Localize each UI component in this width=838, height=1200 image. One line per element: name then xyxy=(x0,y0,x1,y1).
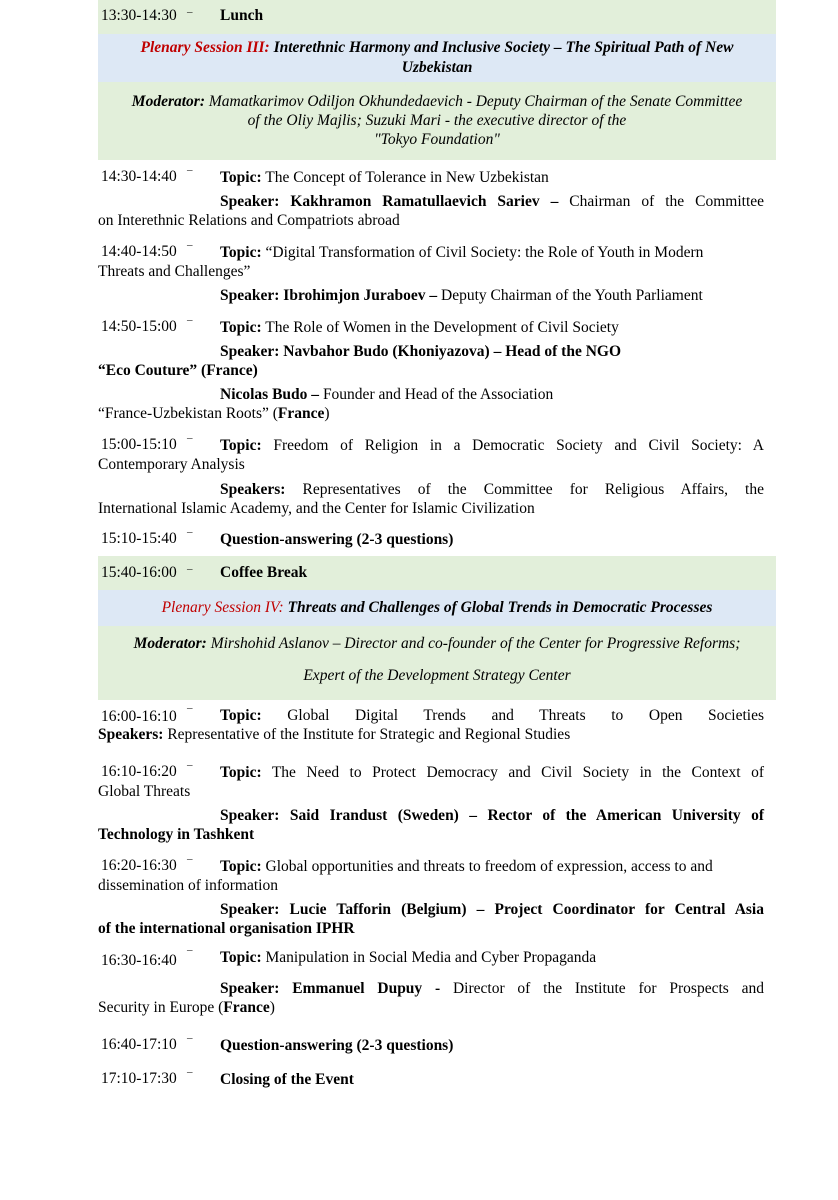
lunch-dash: – xyxy=(187,6,193,18)
item-dash: – xyxy=(187,239,193,251)
item-dash: – xyxy=(187,702,193,714)
item-dash: – xyxy=(187,526,193,538)
qa-label: Question-answering (2-3 questions) xyxy=(220,531,454,548)
session4-moderator-label: Moderator: xyxy=(133,635,207,652)
lunch-label: Lunch xyxy=(220,7,264,24)
item-time: 16:10-16:20 xyxy=(101,763,177,780)
speaker2-org: “France-Uzbekistan Roots” ( xyxy=(98,405,278,422)
topic-label: Topic: xyxy=(220,319,262,336)
session3-label: Plenary Session III: xyxy=(140,39,270,56)
speaker-line2: Technology in Tashkent xyxy=(98,826,255,843)
lunch-time: 13:30-14:30 xyxy=(101,7,177,24)
topic-label: Topic: xyxy=(220,858,262,875)
coffee-label: Coffee Break xyxy=(220,564,308,581)
speaker-name: Speaker: Kakhramon Ramatullaevich Sariev – xyxy=(220,193,559,210)
item-time: 16:30-16:40 xyxy=(101,952,177,969)
speaker-role-cont: on Interethnic Relations and Compatriots abroad xyxy=(98,212,400,229)
speakers-text: Representative of the Institute for Strategic and Regional Studies xyxy=(167,726,571,743)
topic-text-cont: dissemination of information xyxy=(98,877,278,894)
topic-text-cont: Global Threats xyxy=(98,783,191,800)
speaker-line1: Speaker: Navbahor Budo (Khoniyazova) – Head of the NGO xyxy=(220,343,622,360)
item-time: 14:40-14:50 xyxy=(101,243,177,260)
topic-label: Topic: xyxy=(220,437,262,454)
session3-moderator-band xyxy=(98,82,776,160)
item-dash: – xyxy=(187,759,193,771)
speakers-label: Speakers: xyxy=(220,481,286,498)
speaker-name: Speaker: Ibrohimjon Juraboev – xyxy=(220,287,438,304)
speaker-role: Chairman of the Committee xyxy=(569,193,765,210)
item-time: 15:10-15:40 xyxy=(101,530,177,547)
coffee-band xyxy=(98,556,776,590)
speaker-country: France xyxy=(223,999,270,1016)
topic-label: Topic: xyxy=(220,949,262,966)
session3-title-line1: Interethnic Harmony and Inclusive Society – The Spiritual Path of New xyxy=(273,39,734,56)
speaker-line2: of the international organisation IPHR xyxy=(98,920,355,937)
speaker2-country: France xyxy=(277,405,325,422)
speaker2-name: Nicolas Budo – xyxy=(220,386,320,403)
session3-moderator-line3: "Tokyo Foundation" xyxy=(374,131,500,148)
item-dash: – xyxy=(187,1032,193,1044)
topic-text: Manipulation in Social Media and Cyber Propaganda xyxy=(265,949,597,966)
topic-text-cont: Contemporary Analysis xyxy=(98,456,245,473)
speakers-label: Speakers: xyxy=(98,726,164,743)
speaker-org: Security in Europe ( xyxy=(98,999,224,1016)
speaker-line2: “Eco Couture” (France) xyxy=(98,362,258,379)
closing-label: Closing of the Event xyxy=(220,1071,354,1088)
session4-title: Threats and Challenges of Global Trends in Democratic Processes xyxy=(287,599,713,616)
topic-text: Global Digital Trends and Threats to Open Societies xyxy=(287,707,764,724)
session3-moderator-line1: Mamatkarimov Odiljon Okhundedaevich - Deputy Chairman of the Senate Committee xyxy=(208,93,743,110)
lunch-band xyxy=(98,0,776,34)
speaker-line1: Speaker: Said Irandust (Sweden) – Rector of the American University of xyxy=(220,807,764,824)
speaker2-role: Founder and Head of the Association xyxy=(322,386,554,403)
item-time: 15:00-15:10 xyxy=(101,436,177,453)
item-time: 16:00-16:10 xyxy=(101,708,177,725)
item-time: 17:10-17:30 xyxy=(101,1070,177,1087)
session3-moderator-label: Moderator: xyxy=(131,93,205,110)
topic-text: Freedom of Religion in a Democratic Society and Civil Society: A xyxy=(273,437,764,454)
speakers-text: Representatives of the Committee for Religious Affairs, the xyxy=(302,481,764,498)
topic-text: Global opportunities and threats to freedom of expression, access to and xyxy=(265,858,713,875)
session4-label: Plenary Session IV: xyxy=(161,599,284,616)
topic-text: “Digital Transformation of Civil Society: the Role of Youth in Modern xyxy=(265,244,704,261)
item-time: 14:30-14:40 xyxy=(101,168,177,185)
item-dash: – xyxy=(187,853,193,865)
topic-label: Topic: xyxy=(220,707,262,724)
speaker-role: Deputy Chairman of the Youth Parliament xyxy=(441,287,703,304)
topic-text-cont: Threats and Challenges” xyxy=(98,263,251,280)
speakers-text-cont: International Islamic Academy, and the Center for Islamic Civilization xyxy=(98,500,535,517)
item-time: 14:50-15:00 xyxy=(101,318,177,335)
speaker-line1: Speaker: Lucie Tafforin (Belgium) – Project Coordinator for Central Asia xyxy=(220,901,764,918)
session4-moderator-line2: Expert of the Development Strategy Center xyxy=(303,667,571,684)
session3-title-band xyxy=(98,34,776,82)
session4-moderator-line1: Mirshohid Aslanov – Director and co-founder of the Center for Progressive Reforms; xyxy=(210,635,741,652)
item-dash: – xyxy=(187,432,193,444)
speaker-role: Director of the Institute for Prospects and xyxy=(452,980,764,997)
item-time: 16:40-17:10 xyxy=(101,1036,177,1053)
item-time: 16:20-16:30 xyxy=(101,857,177,874)
speaker-paren: ) xyxy=(269,999,275,1016)
item-dash: – xyxy=(187,164,193,176)
coffee-time: 15:40-16:00 xyxy=(101,564,177,581)
coffee-dash: – xyxy=(187,563,193,575)
session4-moderator-band xyxy=(98,626,776,700)
topic-text: The Concept of Tolerance in New Uzbekistan xyxy=(265,169,549,186)
topic-label: Topic: xyxy=(220,244,262,261)
topic-label: Topic: xyxy=(220,169,262,186)
topic-label: Topic: xyxy=(220,764,262,781)
item-dash: – xyxy=(187,314,193,326)
session3-moderator-line2: of the Oliy Majlis; Suzuki Mari - the executive director of the xyxy=(247,112,627,129)
session3-title-line2: Uzbekistan xyxy=(401,59,473,76)
session4-title-band xyxy=(98,590,776,626)
item-dash: – xyxy=(187,944,193,956)
speaker-name: Speaker: Emmanuel Dupuy - xyxy=(220,980,441,997)
topic-text: The Role of Women in the Development of Civil Society xyxy=(265,319,619,336)
qa-label: Question-answering (2-3 questions) xyxy=(220,1037,454,1054)
topic-text: The Need to Protect Democracy and Civil Society in the Context of xyxy=(271,764,764,781)
item-dash: – xyxy=(187,1066,193,1078)
speaker2-paren: ) xyxy=(324,405,330,422)
